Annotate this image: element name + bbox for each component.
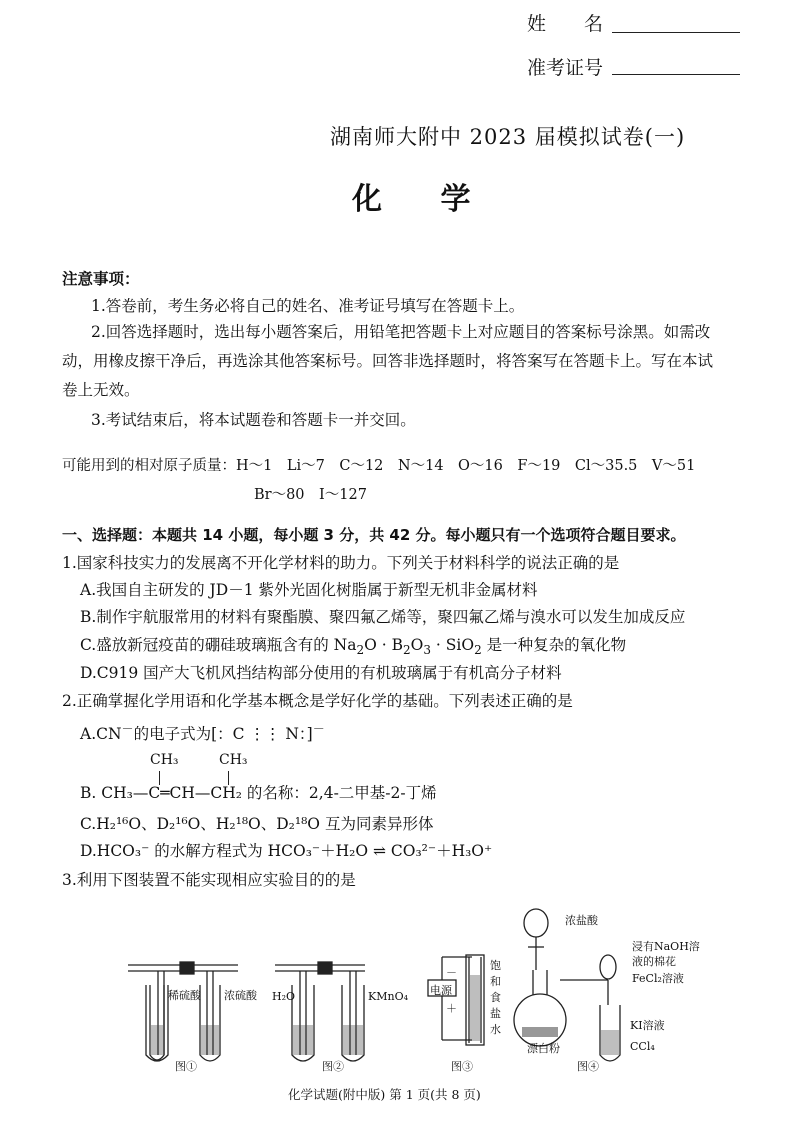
note-item-1: 1.答卷前，考生务必将自己的姓名、准考证号填写在答题卡上。 xyxy=(91,297,525,315)
q1-stem: 1.国家科技实力的发展离不开化学材料的助力。下列关于材料科学的说法正确的是 xyxy=(62,554,620,572)
fig4-ki-fill xyxy=(601,1030,619,1055)
q2-option-c: C.H₂¹⁶O、D₂¹⁶O、H₂¹⁸O、D₂¹⁸O 互为同素异形体 xyxy=(80,815,434,833)
fig4-cotton-label-1: 浸有NaOH溶 xyxy=(632,940,700,953)
fig3-power-label: 电源 xyxy=(430,984,452,997)
note-item-2-line-2: 动，用橡皮擦干净后，再选涂其他答案标号。回答非选择题时，将答案写在答题卡上。写在本试 xyxy=(62,352,714,370)
fig1-right-liquid xyxy=(201,1025,219,1055)
q1-option-c: C.盛放新冠疫苗的硼硅玻璃瓶含有的 $Na_2O \cdot B_2O_3 \cdot SiO_2$ 是一种复杂的氧化物 xyxy=(80,636,627,658)
atomic-masses-line-1: 可能用到的相对原子质量：H～1 Li～7 C～12 N～14 O～16 F～19 Cl～35.5 V～51 xyxy=(62,458,696,474)
subject-title: 化 学 xyxy=(352,182,495,217)
q1-option-d: D.C919 国产大飞机风挡结构部分使用的有机玻璃属于有机高分子材料 xyxy=(80,664,562,682)
fig3-solution-label: 饱和食盐水 xyxy=(490,959,501,1036)
section-1-heading: 一、选择题：本题共 14 小题，每小题 3 分，共 42 分。每小题只有一个选项符合题目要求。 xyxy=(62,526,686,544)
fig4-bleach-label: 漂白粉 xyxy=(527,1042,560,1055)
name-field-line[interactable] xyxy=(612,32,740,33)
q2-stem: 2.正确掌握化学用语和化学基本概念是学好化学的基础。下列表述正确的是 xyxy=(62,692,573,710)
q3-stem: 3.利用下图装置不能实现相应实验目的的是 xyxy=(62,871,356,889)
fig1-left-liquid xyxy=(151,1025,163,1055)
exam-id-label: 准考证号 xyxy=(527,57,604,79)
fig1-right-label: 浓硫酸 xyxy=(224,989,257,1002)
fig1-left-label: 稀硫酸 xyxy=(168,989,201,1002)
page-footer: 化学试题(附中版) 第 1 页(共 8 页) xyxy=(288,1087,481,1102)
fig3-plus-label: ＋ xyxy=(446,1002,457,1015)
notes-heading: 注意事项： xyxy=(62,270,140,288)
note-item-2-line-3: 卷上无效。 xyxy=(62,381,140,399)
fig3-solution-fill xyxy=(470,975,480,1041)
fig4-fecl2-label: FeCl₂溶液 xyxy=(632,972,684,985)
note-item-2-line-1: 2.回答选择题时，选出每小题答案后，用铅笔把答题卡上对应题目的答案标号涂黑。如需改 xyxy=(91,323,711,341)
note-item-3: 3.考试结束后，将本试题卷和答题卡一并交回。 xyxy=(91,411,416,429)
fig2-right-liquid xyxy=(343,1025,363,1055)
q1-option-a: A.我国自主研发的 JD－1 紫外光固化树脂属于新型无机非金属材料 xyxy=(80,581,538,599)
q2-b-ch3-left: CH₃ xyxy=(150,752,179,768)
fig4-cotton-label-2: 液的棉花 xyxy=(632,955,676,968)
fig4-caption: 图④ xyxy=(577,1060,599,1073)
q2-option-a: A.CN－的电子式为[：C ⋮⋮ N：]－ xyxy=(80,722,325,744)
q2-option-b: B. CH₃—C═CH—CH₂ 的名称：2,4-二甲基-2-丁烯 xyxy=(80,784,437,802)
q2-option-d: D.HCO₃⁻ 的水解方程式为 HCO₃⁻＋H₂O ⇌ CO₃²⁻＋H₃O⁺ xyxy=(80,842,493,860)
fig4-ki-label: KI溶液 xyxy=(630,1019,665,1032)
fig3-minus-label: － xyxy=(446,966,457,979)
fig2-caption: 图② xyxy=(322,1060,344,1073)
fig4-bleach-fill xyxy=(522,1027,558,1037)
fig1-apparatus xyxy=(128,962,238,1061)
fig2-right-label: KMnO₄ xyxy=(368,990,408,1003)
exam-title: 湖南师大附中 2023 届模拟试卷(一) xyxy=(330,125,686,149)
atomic-masses-line-2: Br～80 I～127 xyxy=(254,487,367,503)
fig4-ccl4-label: CCl₄ xyxy=(630,1040,655,1053)
q2-b-ch3-right: CH₃ xyxy=(219,752,248,768)
fig2-left-liquid xyxy=(293,1025,313,1055)
name-label: 姓 名 xyxy=(527,13,604,35)
fig1-caption: 图① xyxy=(175,1060,197,1073)
fig3-caption: 图③ xyxy=(451,1060,473,1073)
exam-id-field-line[interactable] xyxy=(612,74,740,75)
fig4-hcl-label: 浓盐酸 xyxy=(565,914,598,927)
fig2-left-label: H₂O xyxy=(272,990,296,1003)
q1-option-b: B.制作宇航服常用的材料有聚酯膜、聚四氟乙烯等，聚四氟乙烯与溴水可以发生加成反应 xyxy=(80,608,686,626)
